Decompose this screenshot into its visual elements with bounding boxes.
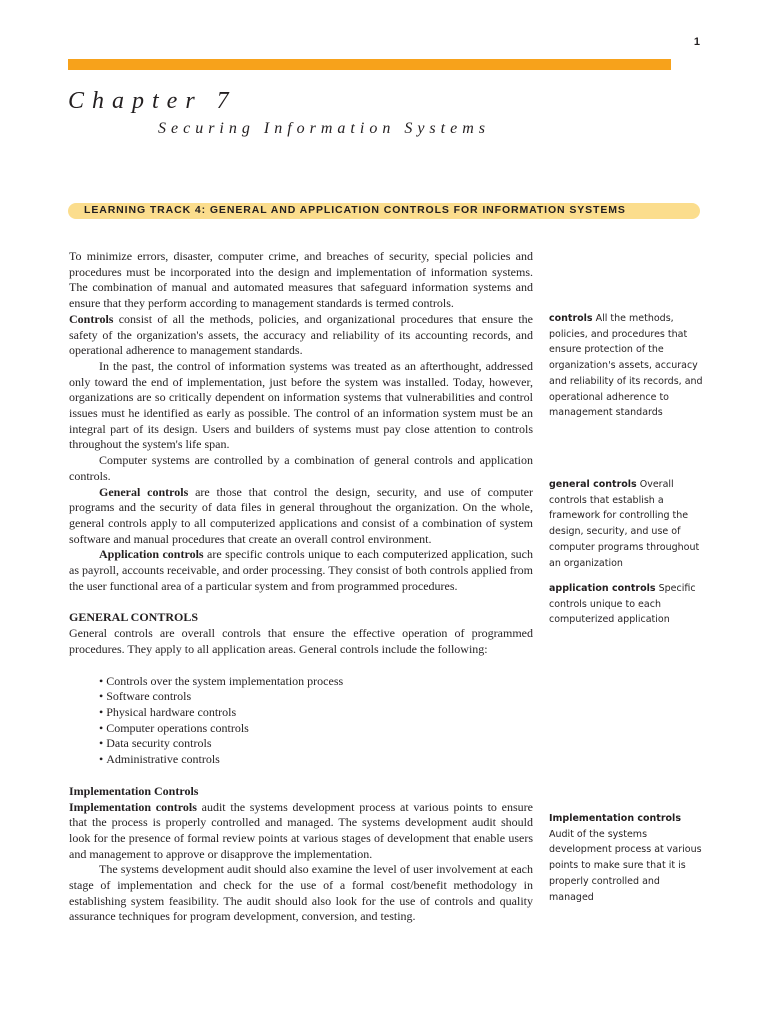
term-implementation-controls: Implementation controls <box>69 799 197 814</box>
margin-term: Implementation controls <box>549 813 681 824</box>
paragraph-controls-text: consist of all the methods, policies, and organizational procedures that ensure the safety of the organization's assets, the accuracy and reliability of its accounting records, and operational adherence to management standards. <box>69 311 533 358</box>
general-controls-list <box>99 674 533 768</box>
heading-implementation-controls: Implementation Controls <box>69 783 199 798</box>
term-controls: Controls <box>69 311 114 326</box>
list-item: • Data security controls <box>99 736 533 752</box>
learning-track-banner <box>68 203 700 219</box>
paragraph-history: In the past, the control of information systems was treated as an afterthought, addressed only toward the end of implementation, just before the system was installed. Today, however, organizations are so critically dependent on information systems that vulnerabilities and control issues must he identified as early as possible. The control of an information system must be an integral part of its design. Users and builders of systems must pay close attention to controls throughout the system's life span. <box>69 358 533 452</box>
page-number: 1 <box>693 36 700 48</box>
chapter-subtitle: Securing Information Systems <box>158 120 490 137</box>
learning-track-title: LEARNING TRACK 4: GENERAL AND APPLICATION CONTROLS FOR INFORMATION SYSTEMS <box>84 204 626 216</box>
paragraph-intro: To minimize errors, disaster, computer crime, and breaches of security, special policies and procedures must be incorporated into the design and implementation of information systems. The combination of manual and automated measures that safeguard information systems and ensure that they perform according to management standards is termed controls. <box>69 249 533 311</box>
heading-general-controls: GENERAL CONTROLS <box>69 610 199 625</box>
paragraph-application-controls <box>69 547 533 594</box>
list-item: • Computer operations controls <box>99 721 533 737</box>
paragraph-implementation <box>69 800 533 863</box>
margin-definition: Specific controls unique to each computerized application <box>549 583 696 626</box>
paragraph-combination: Computer systems are controlled by a combination of general controls and application controls. <box>69 453 533 483</box>
margin-term: controls <box>549 313 593 324</box>
paragraph-application-controls-text: are specific controls unique to each computerized application, such as payroll, accounts receivable, and order processing. They consist of both controls applied from the user functional area of a particular system and from programmed procedures. <box>69 547 533 593</box>
list-item: • Controls over the system implementation process <box>99 674 533 690</box>
margin-definition: All the methods, policies, and procedures that ensure protection of the organization's assets, accuracy and reliability of its records, and operational adherence to management standards <box>549 313 703 419</box>
margin-term: general controls <box>549 479 637 490</box>
margin-note-implementation-controls <box>549 811 707 905</box>
term-general-controls: General controls <box>99 484 189 499</box>
paragraph-controls <box>69 312 533 359</box>
paragraph-general-controls <box>69 485 533 548</box>
paragraph-general-controls-text: are those that control the design, security, and use of computer programs and the security of data files in general throughout the organization. On the whole, general controls apply to all computerized applications and consist of a combination of system software and manual procedures that create an overall control environment. <box>69 484 533 546</box>
term-application-controls: Application controls <box>99 547 204 562</box>
margin-definition: Overall controls that establish a framework for controlling the design, security, and use of computer programs throughout an organization <box>549 479 700 569</box>
paragraph-general-intro: General controls are overall controls that ensure the effective operation of programmed procedures. They apply to all application areas. General controls include the following: <box>69 626 533 656</box>
margin-term: application controls <box>549 583 656 594</box>
margin-note-general-controls <box>549 477 707 571</box>
margin-note-application-controls <box>549 581 707 628</box>
list-item: • Physical hardware controls <box>99 705 533 721</box>
chapter-title: Chapter 7 <box>68 88 237 114</box>
list-item: • Software controls <box>99 689 533 705</box>
header-rule <box>68 59 671 70</box>
paragraph-implementation-audit: The systems development audit should also examine the level of user involvement at each stage of implementation and check for the use of a formal cost/benefit methodology in establishing system feasibility. The audit should also look for the use of controls and quality assurance techniques for program development, conversion, and testing. <box>69 862 533 924</box>
main-text <box>69 249 533 925</box>
list-item: • Administrative controls <box>99 752 533 768</box>
margin-definition: Audit of the systems development process at various points to make sure that it is properly controlled and managed <box>549 828 702 903</box>
paragraph-implementation-text: audit the systems development process at various points to ensure that the process is properly controlled and managed. The systems development audit should look for the presence of formal review points at various stages of development that enable users and management to approve or disapprove the implementation. <box>69 799 533 861</box>
margin-note-controls <box>549 311 707 421</box>
